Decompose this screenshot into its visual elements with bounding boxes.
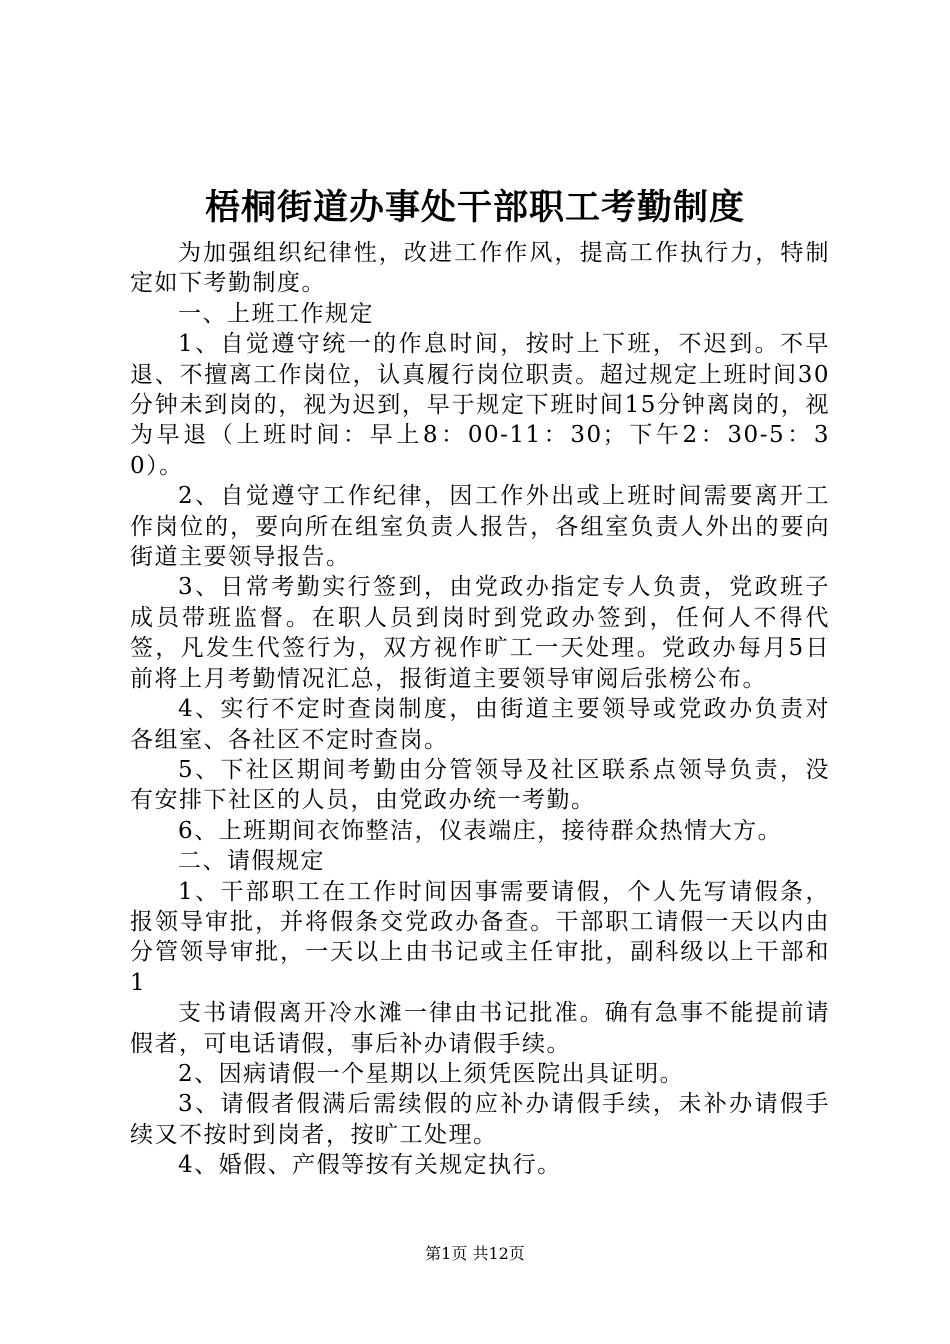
leave-rule-4: 4、婚假、产假等按有关规定执行。 (178, 1152, 562, 1179)
work-rule-1: 1、自觉遵守统一的作息时间，按时上下班，不迟到。不早退、不擅离工作岗位，认真履行岗位职责。超过规定上班时间30分钟未到岗的，视为迟到，早于规定下班时间15分钟离岗的，视为早退（上班时间：早上8：00-11：30；下午2：30-5：30）。 (130, 331, 830, 479)
section-heading-leave-rules: 二、请假规定 (178, 848, 325, 875)
leave-rule-1: 1、干部职工在工作时间因事需要请假，个人先写请假条，报领导审批，并将假条交党政办备查。干部职工请假一天以内由分管领导审批，一天以上由书记或主任审批，副科级以上干部和1 (130, 878, 830, 996)
work-rule-2: 2、自觉遵守工作纪律，因工作外出或上班时间需要离开工作岗位的，要向所在组室负责人报告，各组室负责人外出的要向街道主要领导报告。 (130, 483, 830, 571)
work-rule-6: 6、上班期间衣饰整洁，仪表端庄，接待群众热情大方。 (178, 817, 783, 844)
document-body (130, 238, 830, 1181)
leave-rule-1-continued: 支书请假离开冷水滩一律由书记批准。确有急事不能提前请假者，可电话请假，事后补办请假手续。 (130, 1000, 830, 1057)
work-rule-5: 5、下社区期间考勤由分管领导及社区联系点领导负责，没有安排下社区的人员，由党政办统一考勤。 (130, 756, 830, 814)
work-rule-3: 3、日常考勤实行签到，由党政办指定专人负责，党政班子成员带班监督。在职人员到岗时到党政办签到，任何人不得代签，凡发生代签行为，双方视作旷工一天处理。党政办每月5日前将上月考勤情况汇总，报街道主要领导审阅后张榜公布。 (130, 574, 830, 692)
page-number-footer: 第1页 共12页 (425, 1244, 525, 1263)
leave-rule-3: 3、请假者假满后需续假的应补办请假手续，未补办请假手续又不按时到岗者，按旷工处理。 (130, 1091, 830, 1148)
document-title: 梧桐街道办事处干部职工考勤制度 (204, 187, 745, 228)
section-heading-work-rules: 一、上班工作规定 (178, 300, 374, 327)
intro-paragraph: 为加强组织纪律性，改进工作作风，提高工作执行力，特制定如下考勤制度。 (130, 240, 830, 297)
leave-rule-2: 2、因病请假一个星期以上须凭医院出具证明。 (178, 1060, 685, 1087)
work-rule-4: 4、实行不定时查岗制度，由街道主要领导或党政办负责对各组室、各社区不定时查岗。 (130, 696, 830, 753)
